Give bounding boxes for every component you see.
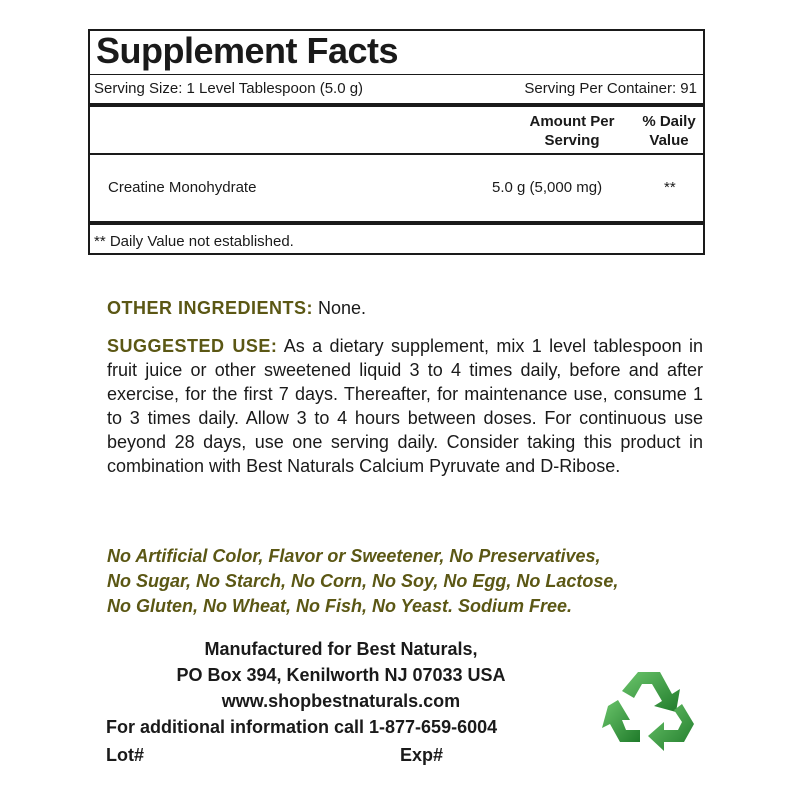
recycle-icon [598,660,706,760]
serving-divider [90,103,703,107]
other-ingredients-heading: OTHER INGREDIENTS: [107,298,314,318]
ingredient-dv: ** [664,179,676,196]
manufacturer-website: www.shopbestnaturals.com [221,691,461,711]
expiry-label: Exp# [400,745,444,765]
title-divider [90,74,703,75]
free-from-line: No Gluten, No Wheat, No Fish, No Yeast. Sodium Free. [107,596,573,616]
suggested-use [107,334,703,478]
suggested-use-heading: SUGGESTED USE: [107,336,278,356]
ingredient-amount: 5.0 g (5,000 mg) [492,179,603,196]
supplement-facts-panel [88,29,705,255]
manufacturer-name: Manufactured for Best Naturals, [204,639,478,659]
amount-header-line2: Serving [544,132,600,149]
facts-title: Supplement Facts [96,30,399,71]
amount-header-line1: Amount Per [529,113,615,130]
daily-value-header [638,112,700,150]
footer-divider [90,221,703,225]
dv-header-line2: Value [649,132,689,149]
free-from-list [107,544,707,619]
header-divider [90,153,703,155]
free-from-line: No Sugar, No Starch, No Corn, No Soy, No Egg, No Lactose, [107,571,619,591]
manufacturer-phone: For additional information call 1-877-659-6004 [106,717,498,737]
free-from-line: No Artificial Color, Flavor or Sweetener, No Preservatives, [107,546,601,566]
suggested-use-text: As a dietary supplement, mix 1 level tablespoon in fruit juice or other sweetened liquid 3 to 4 times daily, before and after exercise, for the first 7 days. Thereafter, for maintenance use, consume 1 to 3 times daily. Allow 3 to 4 hours between doses. For continuous use beyond 28 days, use one serving daily. Consider taking this product in combination with Best Naturals Calcium Pyruvate and D-Ribose. [107,336,703,476]
amount-per-serving-header [522,112,622,150]
manufacturer-info [106,636,576,740]
other-ingredients [107,296,703,320]
manufacturer-address: PO Box 394, Kenilworth NJ 07033 USA [176,665,506,685]
lot-number-label: Lot# [106,745,144,765]
footnote: ** Daily Value not established. [94,233,294,250]
serving-size: Serving Size: 1 Level Tablespoon (5.0 g) [94,80,364,97]
ingredient-name: Creatine Monohydrate [108,179,257,196]
dv-header-line1: % Daily [642,113,696,130]
other-ingredients-text: None. [313,298,367,318]
servings-per-container: Serving Per Container: 91 [524,80,697,97]
